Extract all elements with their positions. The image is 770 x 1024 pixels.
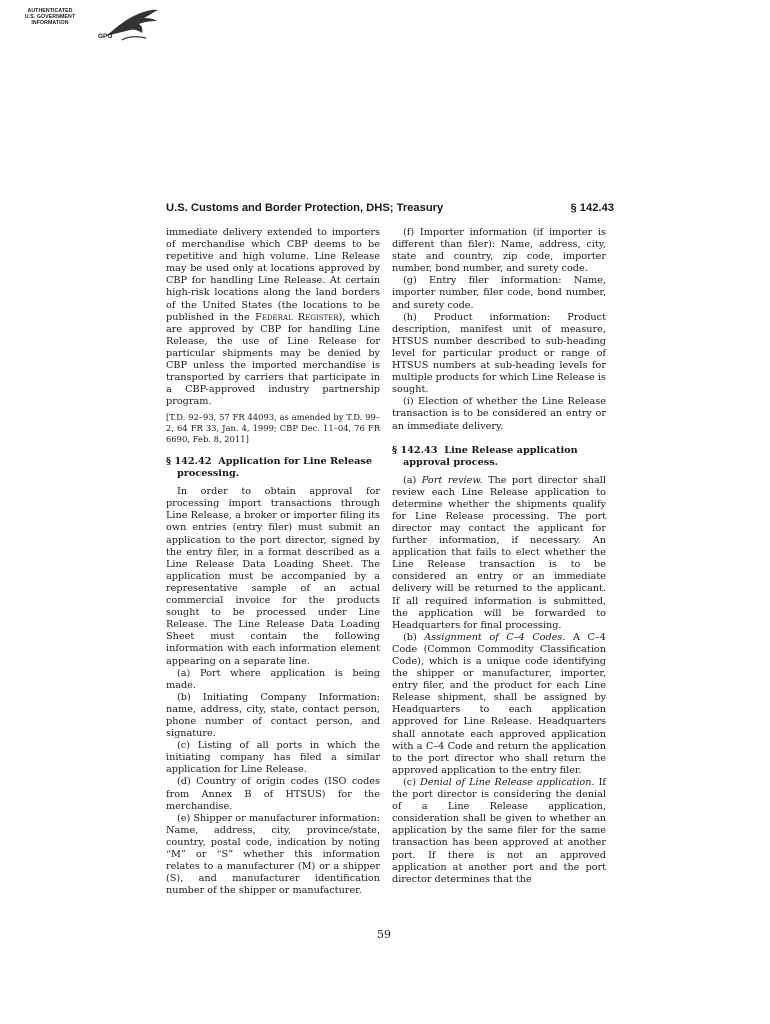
- left-column: [166, 227, 380, 897]
- section-heading-number: § 142.42: [166, 456, 212, 468]
- text-run: (c): [403, 776, 416, 788]
- paragraph-subtitle: Denial of Line Release application.: [419, 776, 595, 788]
- paragraph-subtitle: Port review.: [421, 474, 483, 486]
- paragraph: In order to obtain approval for processing import transactions through Line Release, a broker or importer filing its own entries (entry filer) must submit an application to the port director, signed by the entry filer, in a format described as a Line Release Data Loading Sheet. The application must be accompanied by a representative sample of an actual commercial invoice for the products sought to be processed under Line Release. The Line Release Data Loading Sheet must contain the following information with each information element appearing on a separate line.: [166, 486, 380, 667]
- gpo-mark: GPO: [98, 33, 113, 40]
- section-heading-142-42: [166, 456, 380, 480]
- right-column: [392, 227, 606, 886]
- paragraph: (g) Entry filer information: Name, importer number, filer code, bond number, and surety code.: [392, 275, 606, 311]
- paragraph: (h) Product information: Product description, manifest unit of measure, HTSUS number described to sub-heading level for particular product or range of HTSUS numbers at sub-heading levels for multiple products for which Line Release is sought.: [392, 311, 606, 396]
- gpo-logo-text: [20, 8, 80, 26]
- paragraph: (d) Country of origin codes (ISO codes from Annex B of HTSUS) for the merchandise.: [166, 776, 380, 812]
- text-run: (a): [403, 474, 417, 486]
- paragraph: (e) Shipper or manufacturer information: Name, address, city, province/state, country, postal code, indication by noting “M” or “S” whether this information relates to a manufacturer (M) or a shipper (S), and manufacturer identification number of the shipper or manufacturer.: [166, 812, 380, 897]
- running-head: [166, 202, 614, 218]
- paragraph: [392, 475, 606, 632]
- gpo-authentication-logo: [20, 6, 150, 48]
- paragraph: (a) Port where application is being made.: [166, 667, 380, 691]
- paragraph: (b) Initiating Company Information: name, address, city, state, contact person, phone number of contact person, and signature.: [166, 691, 380, 740]
- paragraph-subtitle: Assignment of C–4 Codes.: [424, 631, 566, 643]
- gpo-logo-line: AUTHENTICATED: [27, 8, 73, 14]
- paragraph: [166, 227, 380, 408]
- paragraph: (f) Importer information (if importer is different than filer): Name, address, city, state and country, zip code, importer number, bond number, and surety code.: [392, 227, 606, 275]
- section-number: § 142.43: [570, 202, 614, 214]
- paragraph: (i) Election of whether the Line Release transaction is to be considered an entry or an immediate delivery.: [392, 396, 606, 432]
- text-run: A C–4 Code (Common Commodity Classification Code), which is a unique code identifying the shipper or manufacturer, importer, entry filer, and the product for each Line Release shipment, shall be assigned by Headquarters to each application approved for Line Release. Headquarters shall annotate each approved application with a C–4 Code and return the application to the port director who shall return the approved application to the entry filer.: [392, 631, 606, 776]
- paragraph: [392, 777, 606, 886]
- agency-title: U.S. Customs and Border Protection, DHS; Treasury: [166, 202, 444, 214]
- text-run: (b): [403, 631, 417, 643]
- federal-register-label: Federal Register: [255, 311, 339, 323]
- citation: [T.D. 92–93, 57 FR 44093, as amended by T.D. 99–2, 64 FR 33, Jan. 4, 1999; CBP Dec. 11–04, 76 FR 6690, Feb. 8, 2011]: [166, 412, 380, 444]
- text-run: The port director shall review each Line Release application to determine whether the shipments qualify for Line Release processing. The port director may contact the applicant for further information, if necessary. An application that fails to elect whether the Line Release transaction is to be considered an entry or an immediate delivery will be returned to the applicant. If all required information is submitted, the application will be forwarded to Headquarters for final processing.: [392, 474, 606, 631]
- paragraph: [392, 632, 606, 777]
- section-heading-142-43: [392, 445, 606, 469]
- section-heading-text: Application for Line Release processing.: [177, 456, 373, 480]
- section-heading-text: Line Release application approval process.: [403, 444, 578, 468]
- gpo-logo-line: U.S. GOVERNMENT: [24, 14, 76, 20]
- text-run: ), which are approved by CBP for handling Line Release, the use of Line Release for particular shipments may be denied by CBP unless the imported merchandise is transported by carriers that participate in a CBP-approved industry partnership program.: [166, 311, 380, 408]
- text-run: If the port director is considering the denial of a Line Release application, consideration shall be given to whether an application by the same filer for the same transaction has been approved at another port. If there is not an approved application at another port and the port director determines that the: [392, 776, 606, 885]
- text-run: immediate delivery extended to importers of merchandise which CBP deems to be repetitive and high volume. Line Release may be used only at locations approved by CBP for handling Line Release. At certain high-risk locations along the land borders of the United States (the locations to be published in the: [166, 227, 380, 323]
- gpo-logo-line: INFORMATION: [31, 20, 69, 26]
- page-number: 59: [377, 928, 391, 941]
- section-heading-number: § 142.43: [392, 444, 438, 456]
- paragraph: (c) Listing of all ports in which the initiating company has filed a similar application for Line Release.: [166, 740, 380, 776]
